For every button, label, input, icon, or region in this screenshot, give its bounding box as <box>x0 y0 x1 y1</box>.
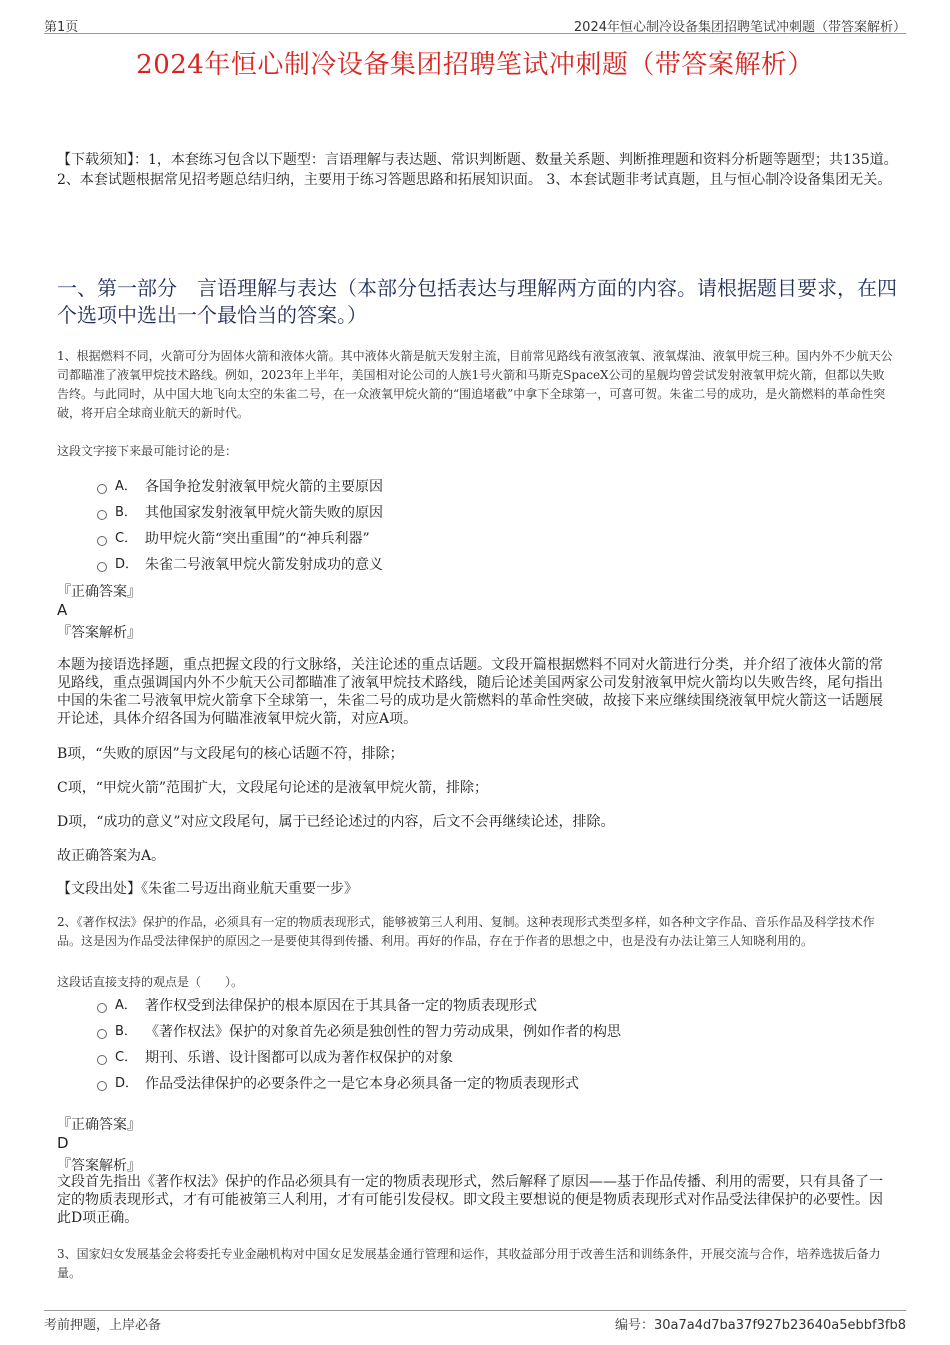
header-doc-title: 2024年恒心制冷设备集团招聘笔试冲刺题（带答案解析） <box>573 20 906 35</box>
q2-option-a[interactable] <box>0 996 950 1016</box>
q1-analysis-c: C项，“甲烷火箭”范围扩大，文段尾句论述的是液氧甲烷火箭，排除； <box>57 780 489 796</box>
q2-option-c[interactable] <box>0 1048 950 1068</box>
q2-stem: 2、《著作权法》保护的作品，必须具有一定的物质表现形式，能够被第三人利用、复制。这种表现形式类型多样，如各种文字作品、音乐作品及科学技术作品。这是因为作品受法律保护的原因之一是要使其得到传播、利用。再好的作品，存在于作者的思想之中，也是没有办法让第三人知晓利用的。 <box>57 915 875 948</box>
q2-answer: D <box>57 1134 69 1152</box>
footer-slogan: 考前押题，上岸必备 <box>44 1318 162 1333</box>
q2-option-b[interactable] <box>0 1022 950 1042</box>
option-text: 助甲烷火箭“突出重围”的“神兵利器” <box>145 531 370 547</box>
q1-stem: 1、根据燃料不同，火箭可分为固体火箭和液体火箭。其中液体火箭是航天发射主流，目前常见路线有液氢液氧、液氧煤油、液氧甲烷三种。国内外不少航天公司都瞄准了液氧甲烷技术路线。例如，2023年上半年，美国相对论公司的人族1号火箭和马斯克SpaceX公司的星舰均曾尝试发射液氧甲烷火箭，但都以失败告终。与此同时，从中国大地飞向太空的朱雀二号，在一众液氧甲烷火箭的“围追堵截”中拿下全球第一，可喜可贺。朱雀二号的成功，是火箭燃料的革命性突破，将开启全球商业航天的新时代。 <box>57 349 893 420</box>
option-letter: B． <box>115 505 137 520</box>
q1-conclusion: 故正确答案为A。 <box>57 848 166 864</box>
radio-icon[interactable] <box>97 562 107 572</box>
option-text: 《著作权法》保护的对象首先必须是独创性的智力劳动成果，例如作者的构思 <box>145 1024 621 1040</box>
radio-icon[interactable] <box>97 484 107 494</box>
q1-option-b[interactable] <box>0 503 950 523</box>
radio-icon[interactable] <box>97 1081 107 1091</box>
radio-icon[interactable] <box>97 1003 107 1013</box>
option-text: 朱雀二号液氧甲烷火箭发射成功的意义 <box>145 557 383 573</box>
q3-stem: 3、国家妇女发展基金会将委托专业金融机构对中国女足发展基金通行管理和运作，其收益部分用于改善生活和训练条件，开展交流与合作，培养选拔后备力量。 <box>57 1247 881 1280</box>
option-text: 其他国家发射液氧甲烷火箭失败的原因 <box>145 505 383 521</box>
q1-analysis-b: B项，“失败的原因”与文段尾句的核心话题不符，排除； <box>57 746 404 762</box>
footer-divider <box>44 1310 906 1311</box>
radio-icon[interactable] <box>97 1055 107 1065</box>
q2-answer-label: 『正确答案』 <box>57 1117 141 1133</box>
q1-option-c[interactable] <box>0 529 950 549</box>
option-letter: D． <box>115 557 139 572</box>
option-text: 各国争抢发射液氧甲烷火箭的主要原因 <box>145 479 383 495</box>
q2-analysis: 文段首先指出《著作权法》保护的作品必须具有一定的物质表现形式，然后解释了原因——基于作品传播、利用的需要，只有具备了一定的物质表现形式，才有可能被第三人利用，才有可能引发侵权。即文段主要想说的便是物质表现形式对作品受法律保护的必要性。因此D项正确。 <box>57 1174 883 1226</box>
radio-icon[interactable] <box>97 1029 107 1039</box>
option-text: 作品受法律保护的必要条件之一是它本身必须具备一定的物质表现形式 <box>145 1076 579 1092</box>
header-divider <box>44 33 906 34</box>
q1-answer: A <box>57 601 68 619</box>
q2-option-d[interactable] <box>0 1074 950 1094</box>
q2-analysis-label: 『答案解析』 <box>57 1158 141 1174</box>
option-letter: D． <box>115 1076 139 1091</box>
q2-question: 这段话直接支持的观点是（ ）。 <box>57 975 244 989</box>
q1-question: 这段文字接下来最可能讨论的是： <box>57 444 238 458</box>
q1-option-d[interactable] <box>0 555 950 575</box>
page-number: 第1页 <box>44 20 79 35</box>
download-notice: 【下载须知】：1，本套练习包含以下题型：言语理解与表达题、常识判断题、数量关系题、判断推理题和资料分析题等题型；共135道。 2、本套试题根据常见招考题总结归纳，主要用于练习答题思路和拓展知识面。 3、本套试题非考试真题，且与恒心制冷设备集团无关。 <box>57 152 898 188</box>
q1-analysis-main: 本题为接语选择题，重点把握文段的行文脉络，关注论述的重点话题。文段开篇根据燃料不同对火箭进行分类，并介绍了液体火箭的常见路线，重点强调国内外不少航天公司都瞄准了液氧甲烷技术路线，随后论述美国两家公司发射液氧甲烷火箭均以失败告终，尾句指出中国的朱雀二号液氧甲烷火箭拿下全球第一，朱雀二号的成功是火箭燃料的革命性突破，故接下来应继续围绕液氧甲烷火箭这一话题展开论述，具体介绍各国为何瞄准液氧甲烷火箭，对应A项。 <box>57 657 883 727</box>
option-text: 期刊、乐谱、设计图都可以成为著作权保护的对象 <box>145 1050 453 1066</box>
q1-option-a[interactable] <box>0 477 950 497</box>
option-letter: C． <box>115 531 138 546</box>
option-text: 著作权受到法律保护的根本原因在于其具备一定的物质表现形式 <box>145 998 537 1014</box>
option-letter: A． <box>115 998 137 1013</box>
option-letter: C． <box>115 1050 138 1065</box>
page-title: 2024年恒心制冷设备集团招聘笔试冲刺题（带答案解析） <box>136 50 814 80</box>
q1-source: 【文段出处】《朱雀二号迈出商业航天重要一步》 <box>57 881 358 897</box>
radio-icon[interactable] <box>97 536 107 546</box>
q1-analysis-d: D项，“成功的意义”对应文段尾句，属于已经论述过的内容，后文不会再继续论述，排除。 <box>57 814 615 830</box>
option-letter: A． <box>115 479 137 494</box>
footer-doc-id: 编号：30a7a4d7ba37f927b23640a5ebbf3fb8 <box>615 1318 906 1333</box>
section-heading: 一、第一部分 言语理解与表达（本部分包括表达与理解两方面的内容。请根据题目要求，在四个选项中选出一个最恰当的答案。） <box>57 276 897 327</box>
radio-icon[interactable] <box>97 510 107 520</box>
q1-analysis-label: 『答案解析』 <box>57 625 141 641</box>
option-letter: B． <box>115 1024 137 1039</box>
q1-answer-label: 『正确答案』 <box>57 584 141 600</box>
